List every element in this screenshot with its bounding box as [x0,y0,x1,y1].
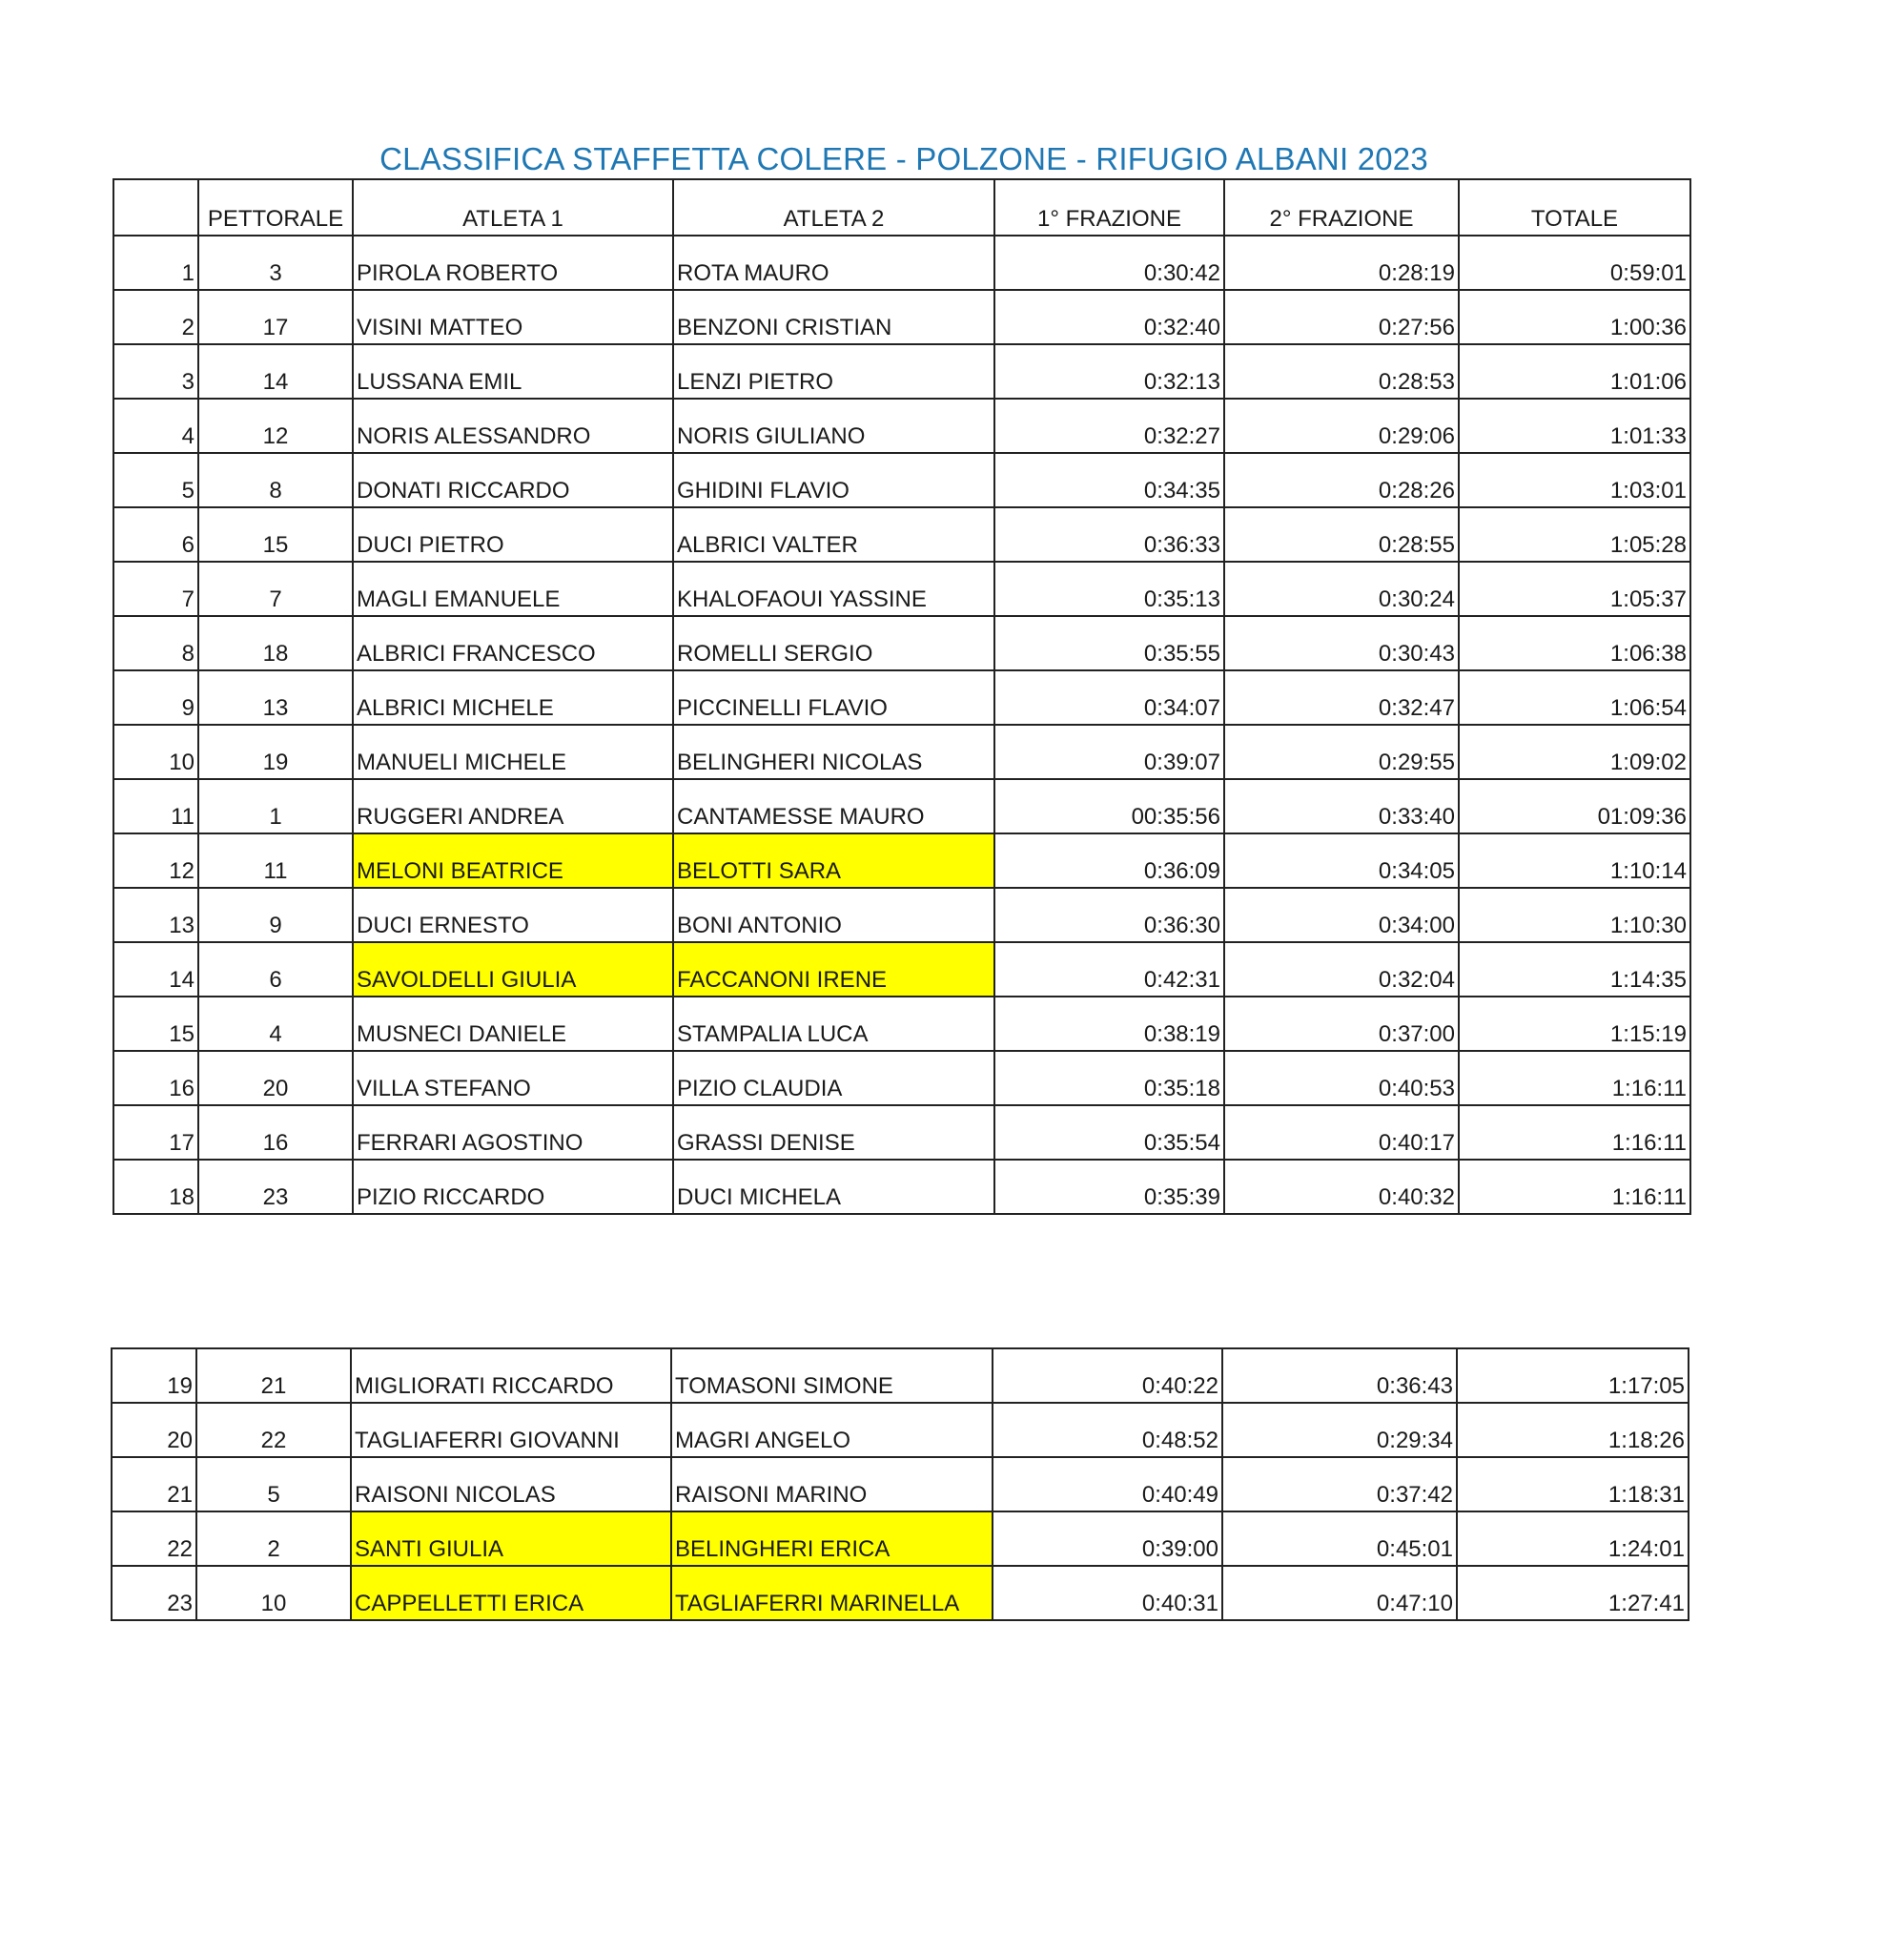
totale-cell: 1:00:36 [1459,290,1690,344]
atleta1-cell: PIZIO RICCARDO [353,1160,673,1214]
position-cell: 5 [113,453,198,507]
frazione1-cell: 0:32:40 [994,290,1224,344]
frazione2-cell: 0:37:00 [1224,997,1459,1051]
table-row [113,888,1690,942]
pettorale-cell: 23 [198,1160,353,1214]
atleta2-cell: PICCINELLI FLAVIO [673,670,994,725]
position-cell: 19 [112,1348,196,1403]
frazione1-cell: 0:35:55 [994,616,1224,670]
atleta2-cell: KHALOFAOUI YASSINE [673,562,994,616]
pettorale-cell: 11 [198,833,353,888]
frazione2-cell: 0:40:53 [1224,1051,1459,1105]
pettorale-cell: 9 [198,888,353,942]
atleta1-cell: TAGLIAFERRI GIOVANNI [351,1403,671,1457]
pettorale-cell: 20 [198,1051,353,1105]
position-cell: 13 [113,888,198,942]
frazione2-cell: 0:29:34 [1222,1403,1457,1457]
header-position [113,179,198,236]
totale-cell: 1:10:14 [1459,833,1690,888]
pettorale-cell: 22 [196,1403,351,1457]
atleta1-cell: DONATI RICCARDO [353,453,673,507]
pettorale-cell: 6 [198,942,353,997]
atleta1-cell: SANTI GIULIA [351,1511,671,1566]
atleta1-cell: FERRARI AGOSTINO [353,1105,673,1160]
table-row [113,1051,1690,1105]
header-frazione1: 1° FRAZIONE [994,179,1224,236]
position-cell: 8 [113,616,198,670]
table-row [113,453,1690,507]
atleta1-cell: ALBRICI FRANCESCO [353,616,673,670]
atleta2-cell: MAGRI ANGELO [671,1403,993,1457]
atleta2-cell: BENZONI CRISTIAN [673,290,994,344]
position-cell: 15 [113,997,198,1051]
table-row [113,779,1690,833]
position-cell: 3 [113,344,198,399]
pettorale-cell: 16 [198,1105,353,1160]
totale-cell: 0:59:01 [1459,236,1690,290]
position-cell: 7 [113,562,198,616]
position-cell: 1 [113,236,198,290]
totale-cell: 1:05:37 [1459,562,1690,616]
atleta1-cell: ALBRICI MICHELE [353,670,673,725]
atleta2-cell: TAGLIAFERRI MARINELLA [671,1566,993,1620]
atleta2-cell: CANTAMESSE MAURO [673,779,994,833]
frazione2-cell: 0:33:40 [1224,779,1459,833]
frazione1-cell: 0:36:09 [994,833,1224,888]
atleta2-cell: NORIS GIULIANO [673,399,994,453]
position-cell: 10 [113,725,198,779]
frazione1-cell: 0:40:22 [993,1348,1222,1403]
table-row [113,616,1690,670]
position-cell: 9 [113,670,198,725]
pettorale-cell: 13 [198,670,353,725]
totale-cell: 1:16:11 [1459,1051,1690,1105]
frazione1-cell: 0:38:19 [994,997,1224,1051]
totale-cell: 1:01:06 [1459,344,1690,399]
totale-cell: 1:06:38 [1459,616,1690,670]
frazione2-cell: 0:32:47 [1224,670,1459,725]
pettorale-cell: 19 [198,725,353,779]
pettorale-cell: 2 [196,1511,351,1566]
frazione1-cell: 0:36:30 [994,888,1224,942]
frazione2-cell: 0:28:53 [1224,344,1459,399]
pettorale-cell: 10 [196,1566,351,1620]
frazione1-cell: 0:32:27 [994,399,1224,453]
atleta2-cell: FACCANONI IRENE [673,942,994,997]
frazione2-cell: 0:40:32 [1224,1160,1459,1214]
totale-cell: 1:16:11 [1459,1105,1690,1160]
position-cell: 12 [113,833,198,888]
position-cell: 4 [113,399,198,453]
frazione1-cell: 0:35:54 [994,1105,1224,1160]
atleta1-cell: LUSSANA EMIL [353,344,673,399]
totale-cell: 1:06:54 [1459,670,1690,725]
table-row [112,1457,1689,1511]
atleta1-cell: SAVOLDELLI GIULIA [353,942,673,997]
frazione1-cell: 00:35:56 [994,779,1224,833]
table-row [113,670,1690,725]
results-table-bottom [111,1347,1689,1621]
atleta1-cell: MUSNECI DANIELE [353,997,673,1051]
position-cell: 18 [113,1160,198,1214]
table-row [113,562,1690,616]
position-cell: 16 [113,1051,198,1105]
position-cell: 14 [113,942,198,997]
atleta1-cell: RUGGERI ANDREA [353,779,673,833]
table-row [112,1403,1689,1457]
position-cell: 11 [113,779,198,833]
frazione1-cell: 0:36:33 [994,507,1224,562]
page-title: CLASSIFICA STAFFETTA COLERE - POLZONE - RIFUGIO ALBANI 2023 [379,141,1428,176]
totale-cell: 1:01:33 [1459,399,1690,453]
pettorale-cell: 14 [198,344,353,399]
totale-cell: 1:17:05 [1457,1348,1689,1403]
pettorale-cell: 12 [198,399,353,453]
atleta1-cell: DUCI ERNESTO [353,888,673,942]
frazione2-cell: 0:28:26 [1224,453,1459,507]
totale-cell: 1:09:02 [1459,725,1690,779]
frazione1-cell: 0:35:18 [994,1051,1224,1105]
totale-cell: 1:15:19 [1459,997,1690,1051]
header-row [113,179,1690,236]
table-row [112,1511,1689,1566]
table-row [113,507,1690,562]
table-row [113,290,1690,344]
totale-cell: 1:05:28 [1459,507,1690,562]
atleta1-cell: NORIS ALESSANDRO [353,399,673,453]
pettorale-cell: 8 [198,453,353,507]
table-row [113,236,1690,290]
atleta1-cell: DUCI PIETRO [353,507,673,562]
frazione1-cell: 0:39:07 [994,725,1224,779]
table-row [113,833,1690,888]
frazione1-cell: 0:34:07 [994,670,1224,725]
pettorale-cell: 5 [196,1457,351,1511]
totale-cell: 1:18:31 [1457,1457,1689,1511]
position-cell: 22 [112,1511,196,1566]
frazione2-cell: 0:29:06 [1224,399,1459,453]
table-row [112,1566,1689,1620]
totale-cell: 01:09:36 [1459,779,1690,833]
totale-cell: 1:16:11 [1459,1160,1690,1214]
table-row [113,399,1690,453]
frazione1-cell: 0:32:13 [994,344,1224,399]
atleta2-cell: TOMASONI SIMONE [671,1348,993,1403]
header-pettorale: PETTORALE [198,179,353,236]
atleta2-cell: ROTA MAURO [673,236,994,290]
frazione2-cell: 0:29:55 [1224,725,1459,779]
frazione1-cell: 0:34:35 [994,453,1224,507]
atleta1-cell: MANUELI MICHELE [353,725,673,779]
atleta2-cell: LENZI PIETRO [673,344,994,399]
position-cell: 21 [112,1457,196,1511]
results-table-top [113,178,1691,1215]
atleta1-cell: PIROLA ROBERTO [353,236,673,290]
frazione2-cell: 0:34:05 [1224,833,1459,888]
atleta2-cell: PIZIO CLAUDIA [673,1051,994,1105]
atleta1-cell: CAPPELLETTI ERICA [351,1566,671,1620]
atleta1-cell: VISINI MATTEO [353,290,673,344]
frazione1-cell: 0:35:13 [994,562,1224,616]
frazione2-cell: 0:32:04 [1224,942,1459,997]
frazione2-cell: 0:34:00 [1224,888,1459,942]
frazione1-cell: 0:30:42 [994,236,1224,290]
atleta1-cell: MELONI BEATRICE [353,833,673,888]
pettorale-cell: 7 [198,562,353,616]
atleta1-cell: RAISONI NICOLAS [351,1457,671,1511]
position-cell: 20 [112,1403,196,1457]
table-row [113,997,1690,1051]
pettorale-cell: 1 [198,779,353,833]
frazione2-cell: 0:27:56 [1224,290,1459,344]
atleta2-cell: STAMPALIA LUCA [673,997,994,1051]
pettorale-cell: 15 [198,507,353,562]
pettorale-cell: 17 [198,290,353,344]
table-row [113,1160,1690,1214]
frazione1-cell: 0:40:31 [993,1566,1222,1620]
atleta2-cell: BELOTTI SARA [673,833,994,888]
header-atleta2: ATLETA 2 [673,179,994,236]
atleta2-cell: BELINGHERI NICOLAS [673,725,994,779]
atleta2-cell: DUCI MICHELA [673,1160,994,1214]
position-cell: 23 [112,1566,196,1620]
frazione2-cell: 0:47:10 [1222,1566,1457,1620]
table-row [113,344,1690,399]
pettorale-cell: 4 [198,997,353,1051]
table-row [113,1105,1690,1160]
header-frazione2: 2° FRAZIONE [1224,179,1459,236]
frazione2-cell: 0:45:01 [1222,1511,1457,1566]
frazione1-cell: 0:35:39 [994,1160,1224,1214]
atleta2-cell: GHIDINI FLAVIO [673,453,994,507]
atleta2-cell: GRASSI DENISE [673,1105,994,1160]
frazione2-cell: 0:28:19 [1224,236,1459,290]
frazione2-cell: 0:30:24 [1224,562,1459,616]
table-row [113,725,1690,779]
totale-cell: 1:27:41 [1457,1566,1689,1620]
totale-cell: 1:10:30 [1459,888,1690,942]
totale-cell: 1:24:01 [1457,1511,1689,1566]
header-atleta1: ATLETA 1 [353,179,673,236]
frazione2-cell: 0:36:43 [1222,1348,1457,1403]
position-cell: 17 [113,1105,198,1160]
pettorale-cell: 18 [198,616,353,670]
position-cell: 6 [113,507,198,562]
atleta1-cell: MAGLI EMANUELE [353,562,673,616]
frazione1-cell: 0:40:49 [993,1457,1222,1511]
header-totale: TOTALE [1459,179,1690,236]
pettorale-cell: 21 [196,1348,351,1403]
table-row [113,942,1690,997]
pettorale-cell: 3 [198,236,353,290]
atleta2-cell: RAISONI MARINO [671,1457,993,1511]
table-row [112,1348,1689,1403]
atleta1-cell: MIGLIORATI RICCARDO [351,1348,671,1403]
atleta2-cell: ALBRICI VALTER [673,507,994,562]
frazione2-cell: 0:40:17 [1224,1105,1459,1160]
frazione2-cell: 0:28:55 [1224,507,1459,562]
frazione2-cell: 0:37:42 [1222,1457,1457,1511]
atleta1-cell: VILLA STEFANO [353,1051,673,1105]
totale-cell: 1:18:26 [1457,1403,1689,1457]
atleta2-cell: BELINGHERI ERICA [671,1511,993,1566]
totale-cell: 1:14:35 [1459,942,1690,997]
totale-cell: 1:03:01 [1459,453,1690,507]
atleta2-cell: BONI ANTONIO [673,888,994,942]
frazione1-cell: 0:48:52 [993,1403,1222,1457]
position-cell: 2 [113,290,198,344]
frazione1-cell: 0:39:00 [993,1511,1222,1566]
frazione2-cell: 0:30:43 [1224,616,1459,670]
frazione1-cell: 0:42:31 [994,942,1224,997]
atleta2-cell: ROMELLI SERGIO [673,616,994,670]
